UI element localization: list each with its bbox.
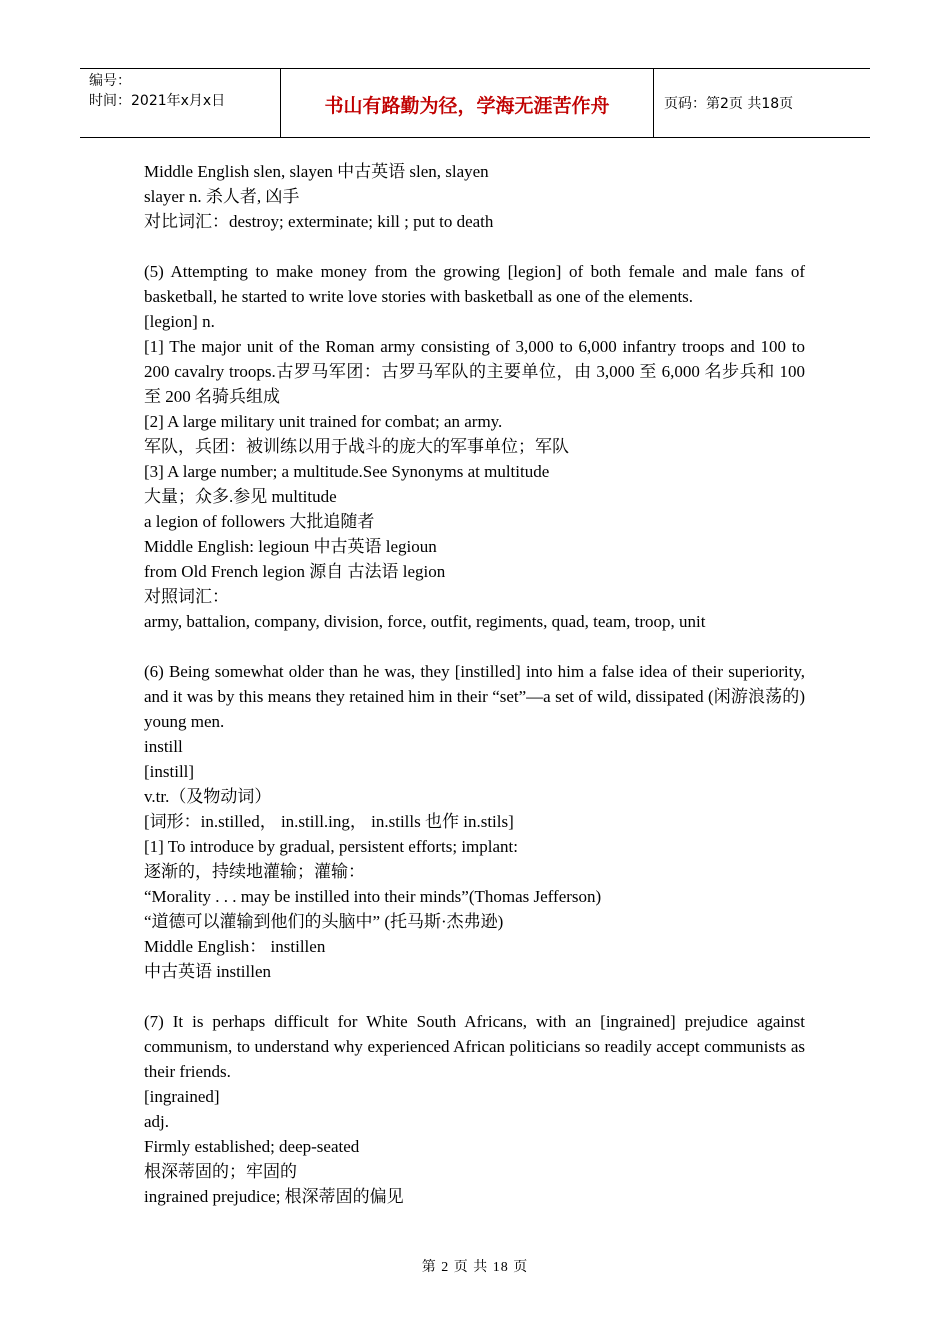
example-sentence-6: (6) Being somewhat older than he was, they [instilled] into him a false idea of their superiority, and it was by this means they retained him in their “set”—a set of wild, dissipated (闲游浪荡的) young men. <box>144 662 805 731</box>
etymology: 中古英语 instillen <box>144 962 272 981</box>
definition-1: [1] To introduce by gradual, persistent efforts; implant: <box>144 837 518 856</box>
header-motto-cell <box>281 69 654 137</box>
text-line: slayer n. 杀人者, 凶手 <box>144 187 300 206</box>
usage-example: a legion of followers 大批追随者 <box>144 512 375 531</box>
definition-2: [2] A large military unit trained for combat; an army. <box>144 412 503 431</box>
blank-line <box>144 234 805 259</box>
blank-line <box>144 634 805 659</box>
header-page-info: 页码：第2页 共18页 <box>664 96 794 112</box>
text-line: 对比词汇：destroy; exterminate; kill ; put to death <box>144 212 494 231</box>
page-footer: 第 2 页 共 18 页 <box>421 1260 529 1275</box>
document-number-label: 编号： <box>89 73 131 89</box>
definition-3: [3] A large number; a multitude.See Synonyms at multitude <box>144 462 550 481</box>
headword-ingrained: [ingrained] <box>144 1087 220 1106</box>
part-of-speech: v.tr.（及物动词） <box>144 787 272 806</box>
quotation: “Morality . . . may be instilled into their minds”(Thomas Jefferson) <box>144 887 602 906</box>
usage-example: ingrained prejudice; 根深蒂固的偏见 <box>144 1187 404 1206</box>
word-forms: [词形：in.stilled， in.still.ing， in.stills 也作 in.stils] <box>144 812 514 831</box>
page-header <box>80 68 870 138</box>
etymology: Middle English: legioun 中古英语 legioun <box>144 537 437 556</box>
headword-instill: instill <box>144 737 183 756</box>
blank-line <box>144 984 805 1009</box>
text-line: Middle English slen, slayen 中古英语 slen, slayen <box>144 162 489 181</box>
definition-1-translation: 逐渐的，持续地灌输；灌输： <box>144 862 365 881</box>
etymology: Middle English： instillen <box>144 937 326 956</box>
definition-3-translation: 大量；众多.参见 multitude <box>144 487 337 506</box>
definition-translation: 根深蒂固的；牢固的 <box>144 1162 297 1181</box>
definition-1: [1] The major unit of the Roman army consisting of 3,000 to 6,000 infantry troops and 100 to 200 cavalry troops.古罗马军团：古罗马军队的主要单位，由 3,000 至 6,000 名步兵和 100 至 200 名骑兵组成 <box>144 337 805 406</box>
header-page-cell <box>654 69 870 137</box>
document-date: 时间：2021年x月x日 <box>89 93 226 109</box>
related-words: army, battalion, company, division, force, outfit, regiments, quad, team, troop, unit <box>144 612 706 631</box>
document-body <box>144 159 805 1209</box>
header-info-cell <box>80 69 281 137</box>
related-words-label: 对照词汇： <box>144 587 229 606</box>
definition: Firmly established; deep-seated <box>144 1137 360 1156</box>
example-sentence-7: (7) It is perhaps difficult for White South Africans, with an [ingrained] prejudice against communism, to understand why experienced African politicians so readily accept communists as their friends. <box>144 1012 805 1081</box>
part-of-speech: adj. <box>144 1112 170 1131</box>
headword-bracketed: [instill] <box>144 762 195 781</box>
header-motto: 书山有路勤为径，学海无涯苦作舟 <box>324 95 610 117</box>
quotation-translation: “道德可以灌输到他们的头脑中” (托马斯·杰弗逊) <box>144 912 504 931</box>
definition-2-translation: 军队，兵团：被训练以用于战斗的庞大的军事单位；军队 <box>144 437 569 456</box>
headword-legion: [legion] n. <box>144 312 215 331</box>
etymology: from Old French legion 源自 古法语 legion <box>144 562 446 581</box>
example-sentence-5: (5) Attempting to make money from the growing [legion] of both female and male fans of basketball, he started to write love stories with basketball as one of the elements. <box>144 262 805 306</box>
